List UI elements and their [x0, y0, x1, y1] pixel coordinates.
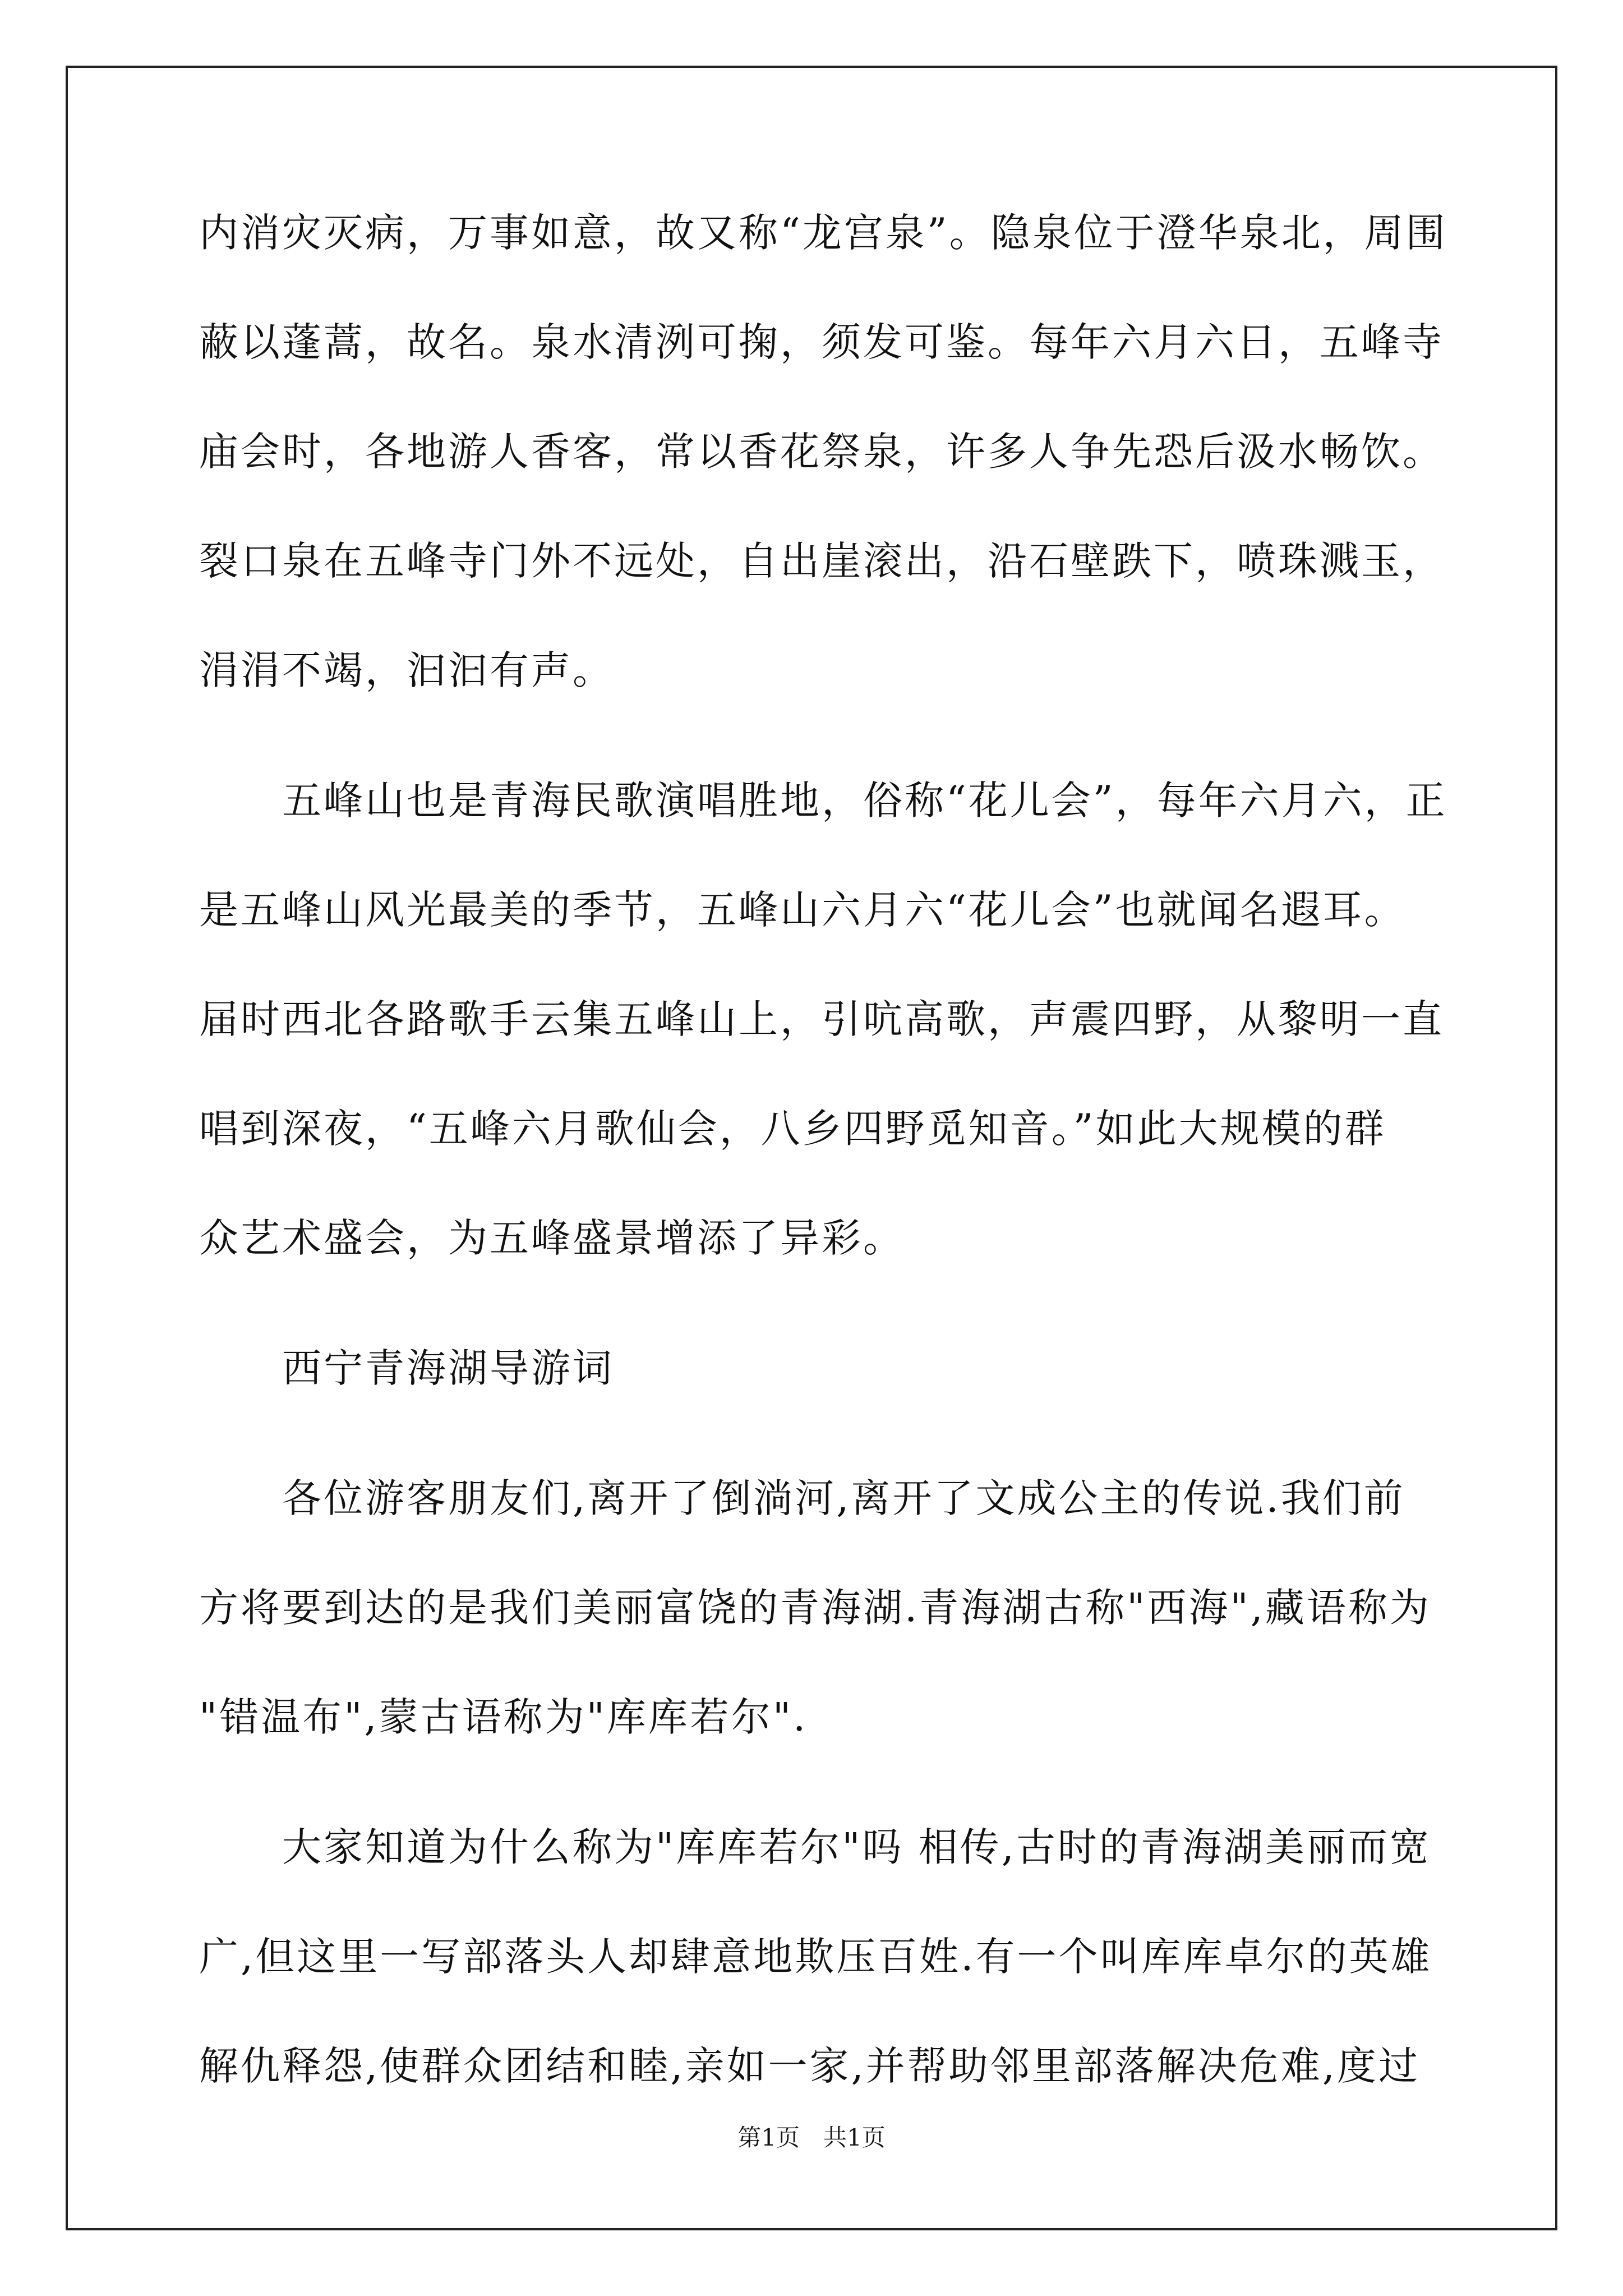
section-heading: 西宁青海湖导游词	[199, 1345, 614, 1391]
document-body	[199, 210, 1447, 2089]
text-line: 是五峰山风光最美的季节，五峰山六月六“花儿会”也就闻名遐耳。	[199, 887, 1406, 933]
text-line: 蔽以蓬蒿，故名。泉水清洌可掬，须发可鉴。每年六月六日，五峰寺	[199, 319, 1444, 365]
text-line: 各位游客朋友们,离开了倒淌河,离开了文成公主的传说.我们前	[199, 1475, 1405, 1521]
text-line: 内消灾灭病，万事如意，故又称“龙宫泉”。隐泉位于澄华泉北，周围	[199, 210, 1447, 256]
text-line: 众艺术盛会，为五峰盛景增添了异彩。	[199, 1215, 905, 1261]
text-line: 唱到深夜，“五峰六月歌仙会，八乡四野觅知音。”如此大规模的群	[199, 1106, 1386, 1152]
text-line: 方将要到达的是我们美丽富饶的青海湖.青海湖古称"西海",藏语称为	[199, 1585, 1431, 1631]
text-line: 涓涓不竭，汩汩有声。	[199, 647, 614, 693]
text-line: 庙会时，各地游人香客，常以香花祭泉，许多人争先恐后汲水畅饮。	[199, 429, 1444, 475]
page-number-footer: 第1页 共1页	[737, 2124, 886, 2151]
text-line: 五峰山也是青海民歌演唱胜地，俗称“花儿会”，每年六月六，正	[199, 777, 1447, 823]
text-line: 届时西北各路歌手云集五峰山上，引吭高歌，声震四野，从黎明一直	[199, 996, 1444, 1042]
text-line: 大家知道为什么称为"库库若尔"吗 相传,古时的青海湖美丽而宽	[199, 1824, 1431, 1870]
text-line: 广,但这里一写部落头人却肆意地欺压百姓.有一个叫库库卓尔的英雄	[199, 1934, 1432, 1980]
text-line: 解仇释怨,使群众团结和睦,亲如一家,并帮助邻里部落解决危难,度过	[199, 2043, 1421, 2089]
text-line: 裂口泉在五峰寺门外不远处，自出崖滚出，沿石壁跌下，喷珠溅玉，	[199, 538, 1444, 584]
text-line: "错温布",蒙古语称为"库库若尔".	[199, 1694, 808, 1740]
